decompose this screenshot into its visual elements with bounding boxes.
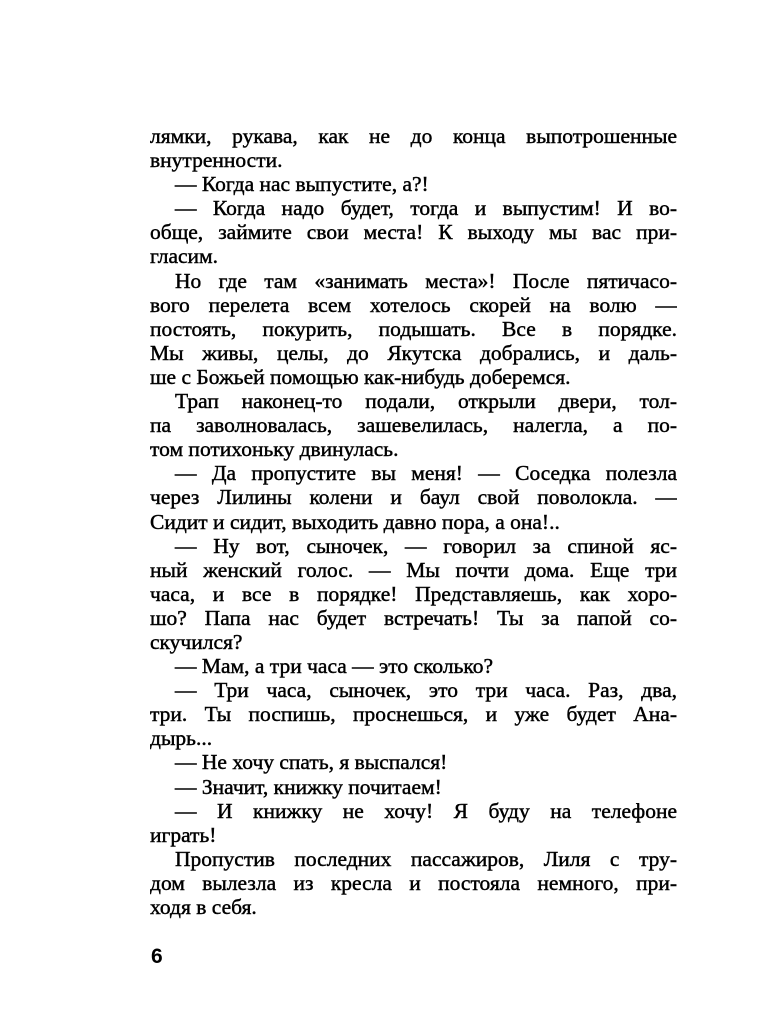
text-line: обще, займите свои места! К выходу мы вас при-: [150, 220, 677, 245]
text-line: постоять, покурить, подышать. Все в порядке.: [150, 316, 677, 341]
text-line: — Три часа, сыночек, это три часа. Раз, два,: [175, 678, 677, 703]
text-line: том потихоньку двинулась.: [150, 437, 399, 462]
text-line: — Не хочу спать, я выспался!: [175, 750, 448, 775]
text-line: дырь...: [150, 726, 213, 751]
text-line: Трап наконец-то подали, открыли двери, тол-: [175, 389, 677, 414]
text-line: Но где там «занимать места»! После пятичасо-: [175, 268, 677, 293]
text-line: — Когда надо будет, тогда и выпустим! И во-: [175, 196, 677, 221]
text-line: ше с Божьей помощью как-нибудь доберемся.: [150, 364, 571, 389]
text-line: — Мам, а три часа — это сколько?: [175, 654, 494, 679]
text-line: шо? Папа нас будет встречать! Ты за папой со-: [150, 605, 677, 630]
text-line: — Когда нас выпустите, а?!: [175, 172, 429, 197]
text-line: три. Ты поспишь, проснешься, и уже будет Ана-: [150, 702, 677, 727]
text-line: дом вылезла из кресла и постояла немного, при-: [150, 870, 677, 895]
text-line: Пропустив последних пассажиров, Лиля с тру-: [175, 846, 677, 871]
text-line: часа, и все в порядке! Представляешь, как хоро-: [150, 581, 677, 606]
text-line: — Да пропустите вы меня! — Соседка полезла: [175, 461, 677, 486]
text-line: — И книжку не хочу! Я буду на телефоне: [175, 798, 677, 823]
text-line: играть!: [150, 822, 217, 847]
text-line: внутренности.: [150, 148, 283, 173]
text-line: — Ну вот, сыночек, — говорил за спиной яс-: [175, 533, 677, 558]
text-line: ный женский голос. — Мы почти дома. Еще три: [150, 557, 677, 582]
text-line: через Лилины колени и баул свой поволокла. —: [150, 485, 677, 510]
text-line: Мы живы, целы, до Якутска добрались, и даль-: [150, 340, 677, 365]
text-line: гласим.: [150, 244, 219, 269]
text-line: — Значит, книжку почитаем!: [175, 774, 442, 799]
text-line: лямки, рукава, как не до конца выпотрошенные: [150, 124, 677, 148]
text-line: Сидит и сидит, выходить давно пора, а она!..: [150, 509, 560, 534]
page-number: 6: [151, 945, 163, 968]
text-line: ходя в себя.: [150, 895, 257, 919]
text-line: скучился?: [150, 629, 243, 654]
text-line: па заволновалась, зашевелилась, налегла, а по-: [150, 413, 677, 438]
text-line: вого перелета всем хотелось скорей на волю —: [150, 292, 677, 317]
page-text: [150, 124, 677, 919]
